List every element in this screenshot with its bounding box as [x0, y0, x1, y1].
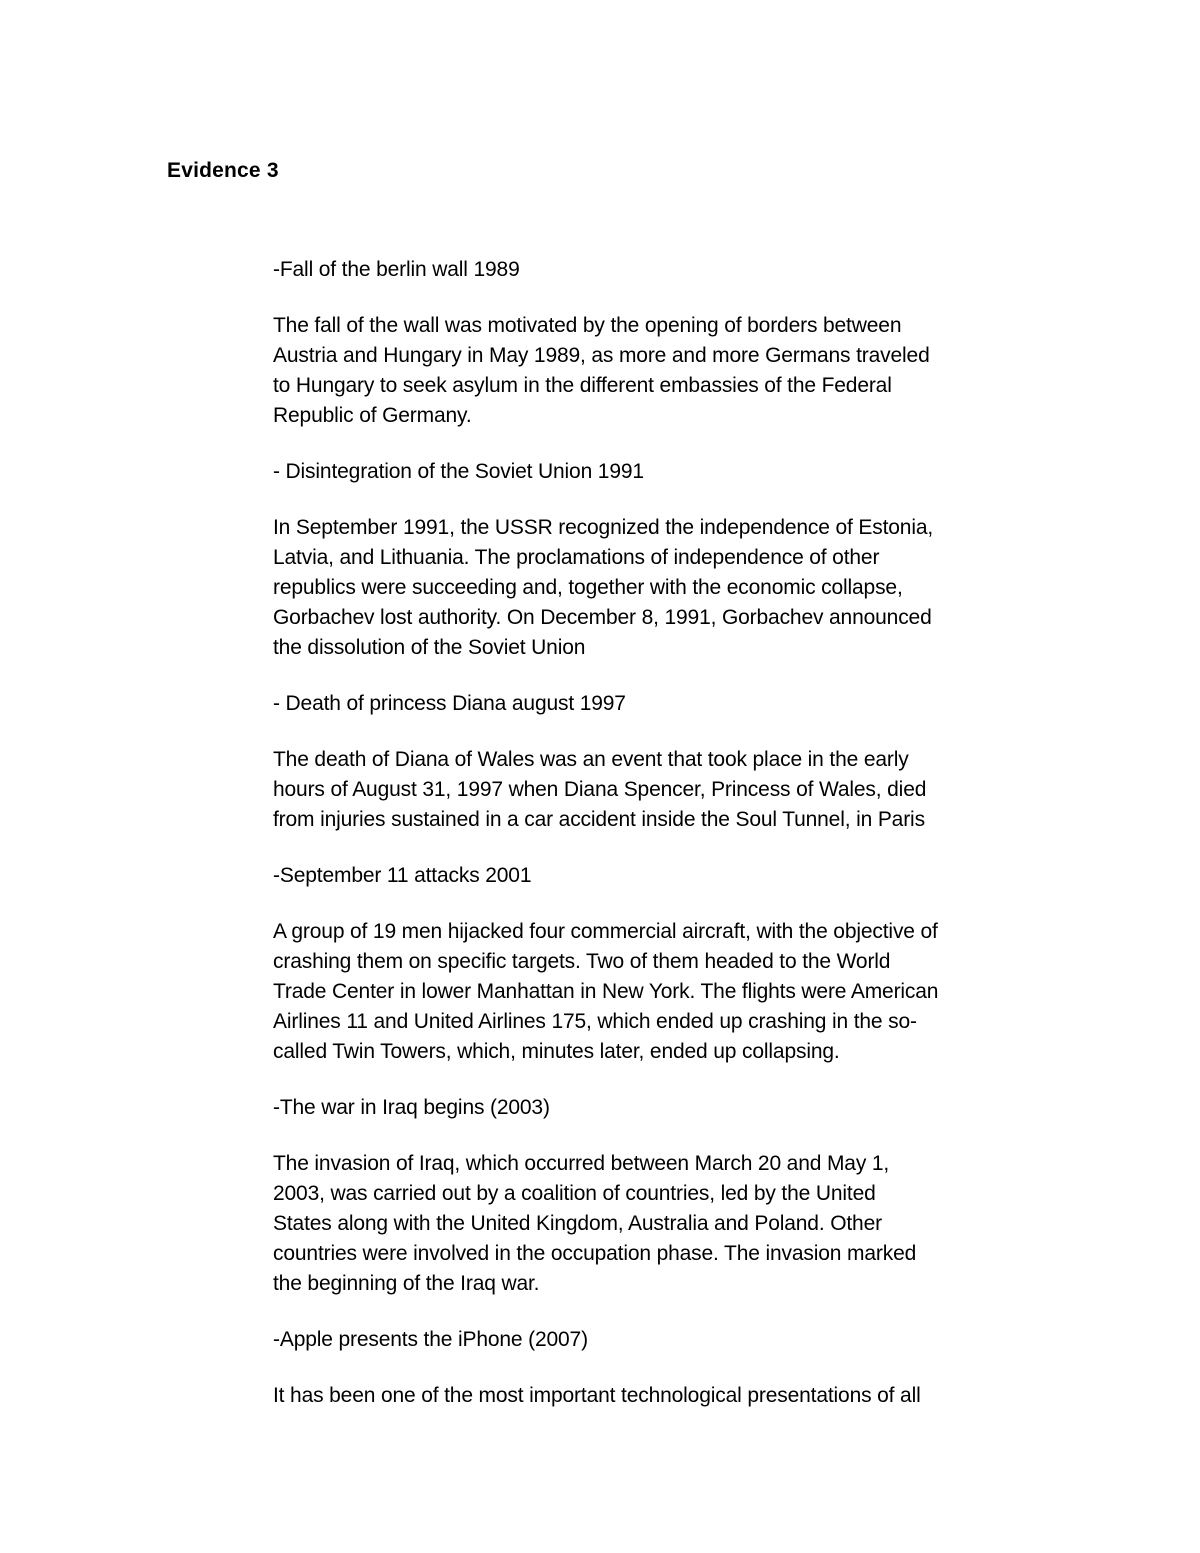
section-heading-soviet-union: - Disintegration of the Soviet Union 1991	[273, 460, 644, 483]
section-text-princess-diana: The death of Diana of Wales was an event that took place in the early hours of August 31, 1997 when Diana Spencer, Princess of Wales, died from injuries sustained in a car accident inside the Soul Tunnel, in Paris	[273, 748, 927, 831]
section-text-soviet-union: In September 1991, the USSR recognized the independence of Estonia, Latvia, and Lithuania. The proclamations of independence of other republics were succeeding and, together with the economic collapse, Gorbachev lost authority. On December 8, 1991, Gorbachev announced the dissolution of the Soviet Union	[273, 516, 934, 659]
section-heading-berlin-wall: -Fall of the berlin wall 1989	[273, 258, 520, 281]
section-text-september-11: A group of 19 men hijacked four commercial aircraft, with the objective of crashing them on specific targets. Two of them headed to the World Trade Center in lower Manhattan in New York. The flights were American Airlines 11 and United Airlines 175, which ended up crashing in the so- called Twin Towers, which, minutes later, ended up collapsing.	[273, 920, 939, 1063]
page-title: Evidence 3	[167, 159, 279, 182]
section-heading-september-11: -September 11 attacks 2001	[273, 864, 532, 887]
section-heading-princess-diana: - Death of princess Diana august 1997	[273, 692, 626, 715]
section-heading-iraq-war: -The war in Iraq begins (2003)	[273, 1096, 550, 1119]
section-text-iraq-war: The invasion of Iraq, which occurred between March 20 and May 1, 2003, was carried out by a coalition of countries, led by the United States along with the United Kingdom, Australia and Poland. Other countries were involved in the occupation phase. The invasion marked the beginning of the Iraq war.	[273, 1152, 917, 1295]
document-body	[273, 255, 1043, 1437]
section-text-iphone: It has been one of the most important technological presentations of all	[273, 1384, 921, 1407]
section-heading-iphone: -Apple presents the iPhone (2007)	[273, 1328, 588, 1351]
section-text-berlin-wall: The fall of the wall was motivated by the opening of borders between Austria and Hungary in May 1989, as more and more Germans traveled to Hungary to seek asylum in the different embassies of the Federal Republic of Germany.	[273, 314, 930, 427]
